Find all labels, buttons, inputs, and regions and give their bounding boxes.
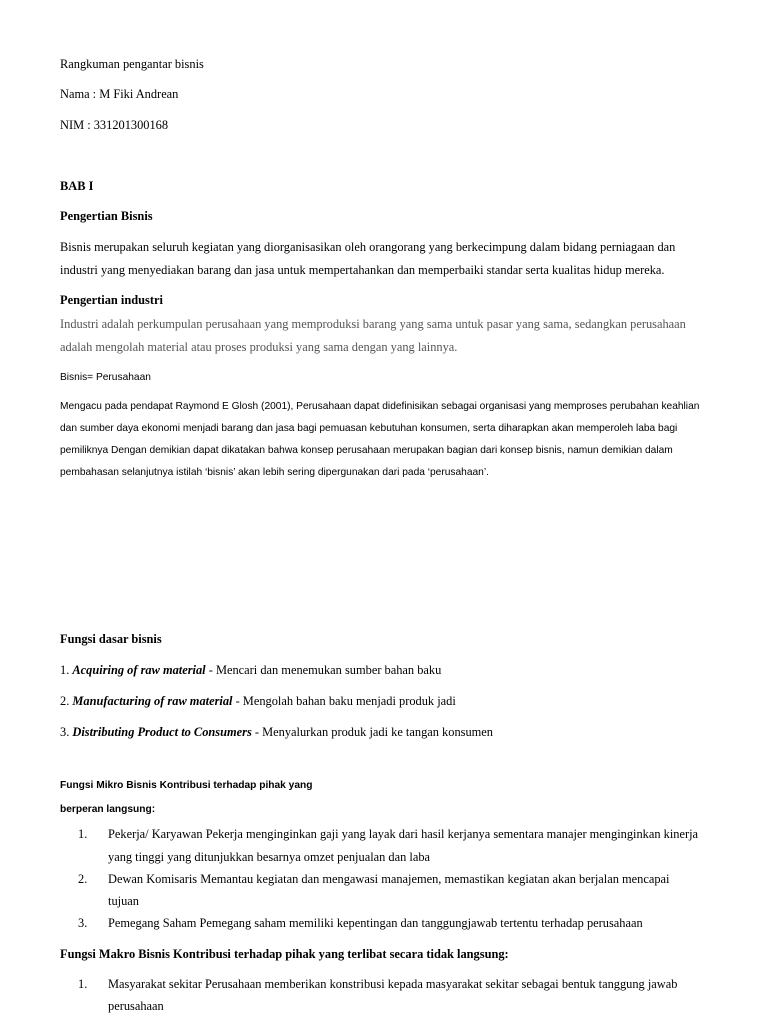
paragraph-line: dan sumber daya ekonomi menjadi barang dan jasa bagi pemuasan kebutuhan konsumen, serta diharapkan akan memperoleh laba bagi	[60, 423, 678, 434]
list-item-line: Pemegang Saham Pemegang saham memiliki kepentingan dan tanggungjawab tertentu terhadap perusahaan	[108, 916, 643, 930]
chapter-heading: BAB I	[60, 179, 94, 193]
list-term: Distributing Product to Consumers	[72, 725, 252, 739]
list-description: - Mencari dan menemukan sumber bahan baku	[205, 663, 442, 677]
list-item	[60, 693, 456, 709]
list-item-line: yang tinggi yang ditunjukkan besarnya omzet penjualan dan laba	[108, 850, 431, 864]
list-item-line: tujuan	[108, 894, 139, 908]
paragraph-line: pembahasan selanjutnya istilah ‘bisnis’ akan lebih sering dipergunakan dari pada ‘perusahaan’.	[60, 467, 489, 478]
student-id: NIM : 331201300168	[60, 118, 169, 132]
section-heading-fungsi-makro: Fungsi Makro Bisnis Kontribusi terhadap pihak yang terlibat secara tidak langsung:	[60, 947, 509, 961]
list-term: Acquiring of raw material	[72, 663, 206, 677]
paragraph-line: Bisnis merupakan seluruh kegiatan yang diorganisasikan oleh orangorang yang berkecimpung dalam bidang perniagaan dan	[60, 240, 676, 254]
list-number: 1.	[60, 663, 70, 677]
paragraph-line: pemiliknya Dengan demikian dapat dikatakan bahwa konsep perusahaan merupakan bagian dari konsep bisnis, namun demikian dalam	[60, 445, 673, 456]
list-description: - Mengolah bahan baku menjadi produk jadi	[232, 694, 456, 708]
section-heading-pengertian-bisnis: Pengertian Bisnis	[60, 209, 153, 223]
list-item-line: Masyarakat sekitar Perusahaan memberikan konstribusi kepada masyarakat sekitar sebagai bentuk tanggung jawab	[108, 977, 678, 991]
document-title: Rangkuman pengantar bisnis	[60, 57, 204, 71]
list-number: 3.	[78, 916, 88, 930]
section-heading-fungsi-dasar: Fungsi dasar bisnis	[60, 632, 162, 646]
list-item	[60, 662, 441, 678]
author-name: Nama : M Fiki Andrean	[60, 87, 179, 101]
list-item-line: Pekerja/ Karyawan Pekerja menginginkan gaji yang layak dari hasil kerjanya sementara manajer menginginkan kinerja	[108, 827, 699, 841]
section-heading-fungsi-mikro-cont: berperan langsung:	[60, 804, 156, 815]
paragraph-line: adalah mengolah material atau proses produksi yang sama dengan yang lainnya.	[60, 340, 458, 354]
list-number: 3.	[60, 725, 70, 739]
paragraph-line: Mengacu pada pendapat Raymond E Glosh (2001), Perusahaan dapat didefinisikan sebagai organisasi yang memproses perubahan keahlian	[60, 401, 700, 412]
section-heading-fungsi-mikro: Fungsi Mikro Bisnis Kontribusi terhadap pihak yang	[60, 780, 313, 791]
list-number: 1.	[78, 827, 88, 841]
list-item-line: perusahaan	[108, 999, 164, 1013]
paragraph-line: industri yang menyediakan barang dan jasa untuk mempertahankan dan memperbaiki standar serta kualitas hidup mereka.	[60, 263, 665, 277]
section-heading-bisnis-perusahaan: Bisnis= Perusahaan	[60, 372, 151, 383]
list-item-line: Dewan Komisaris Memantau kegiatan dan mengawasi manajemen, memastikan kegiatan akan berjalan mencapai	[108, 872, 670, 886]
section-heading-pengertian-industri: Pengertian industri	[60, 293, 163, 307]
list-number: 1.	[78, 977, 88, 991]
list-number: 2.	[78, 872, 88, 886]
list-term: Manufacturing of raw material	[72, 694, 233, 708]
list-description: - Menyalurkan produk jadi ke tangan konsumen	[251, 725, 493, 739]
list-number: 2.	[60, 694, 70, 708]
paragraph-line: Industri adalah perkumpulan perusahaan yang memproduksi barang yang sama untuk pasar yang sama, sedangkan perusahaan	[60, 317, 686, 331]
list-item	[60, 724, 493, 740]
